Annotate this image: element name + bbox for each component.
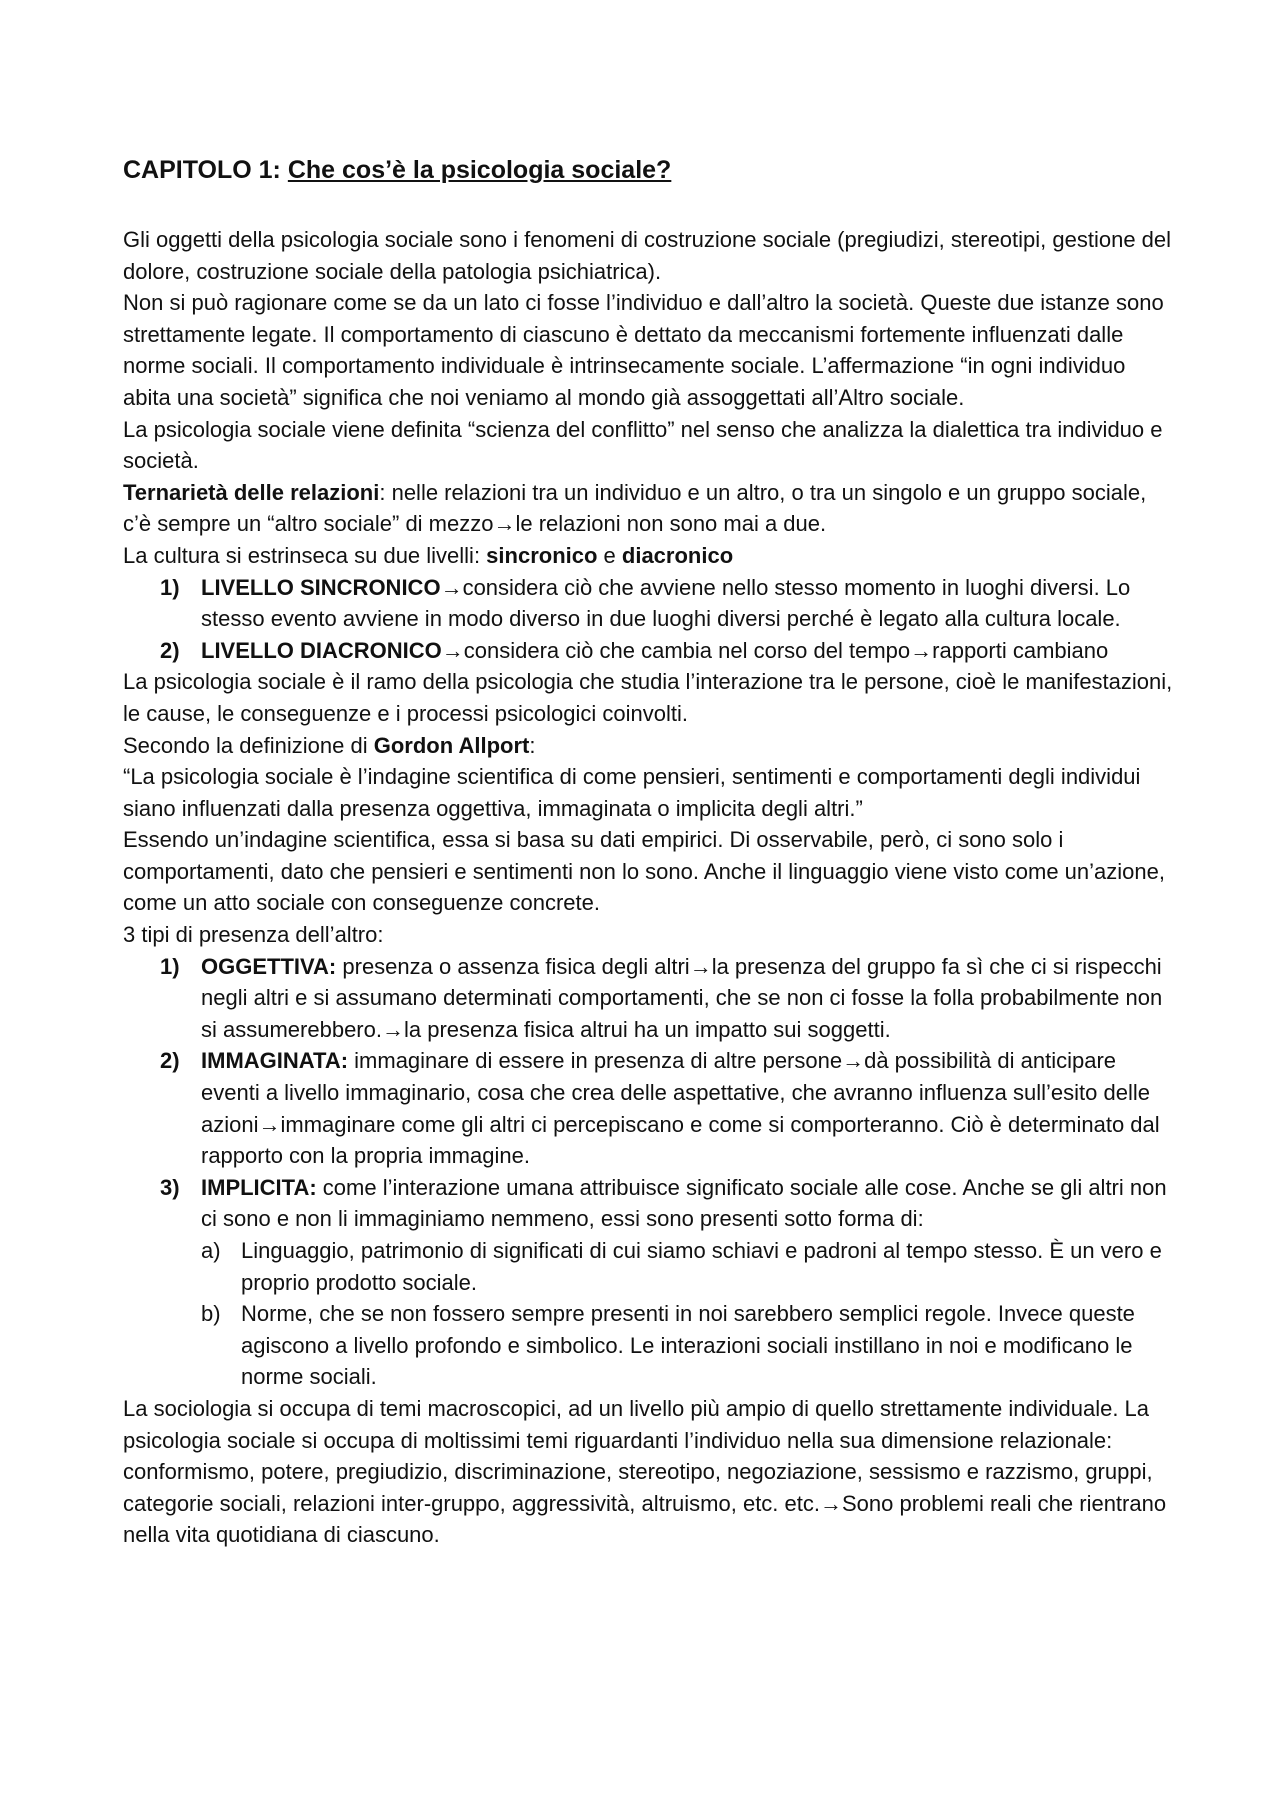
paragraph-sociology-topics: La sociologia si occupa di temi macroscopici, ad un livello più ampio di quello strettamente individuale. La psicologia sociale si occupa di moltissimi temi riguardanti l’individuo nella sua dimensione relazionale: conformismo, potere, pregiudizio, discriminazione, stereotipo, negoziazione, sessismo e razzismo, gruppi, categorie sociali, relazioni inter-gruppo, aggressività, altruismo, etc. etc.→Sono problemi reali che rientrano nella vita quotidiana di ciascuno. (123, 1395, 1167, 1548)
list-item: 3) IMPLICITA: come l’interazione umana attribuisce significato sociale alle cose. Anche se gli altri non ci sono e non li immaginiamo nemmeno, essi sono presenti sotto forma di: a) Linguaggio, patrimonio di significati di cui siamo schiavi e padroni al tempo stesso. È un vero e proprio prodotto sociale. b) Norme, che se non fossero sempre presenti in noi sarebbero semplici regole. Invece queste agiscono a livello profondo e simbolico. Le interazioni sociali instillano in noi e modificano le norme sociali. (123, 1172, 1173, 1393)
term-allport: Gordon Allport (373, 732, 530, 758)
paragraph-definition: La psicologia sociale è il ramo della psicologia che studia l’interazione tra le persone, cioè le manifestazioni, le cause, le conseguenze e i processi psicologici coinvolti. (123, 669, 1173, 726)
implicit-sublist (201, 1235, 1173, 1393)
list-marker: a) (201, 1238, 221, 1263)
term-implicit: IMPLICITA: (201, 1174, 317, 1200)
term-synchronic: sincronico (486, 542, 598, 568)
list-item: a) Linguaggio, patrimonio di significati di cui siamo schiavi e padroni al tempo stesso. È un vero e proprio prodotto sociale. (201, 1235, 1173, 1298)
paragraph-conflict-science: La psicologia sociale viene definita “scienza del conflitto” nel senso che analizza la dialettica tra individuo e società. (123, 416, 1163, 474)
arrow-icon: → (258, 1111, 281, 1137)
levels-list (123, 572, 1173, 667)
term-level-diachronic: LIVELLO DIACRONICO (201, 637, 442, 663)
list-item: 2) IMMAGINATA: immaginare di essere in presenza di altre persone→dà possibilità di anticipare eventi a livello immaginario, cosa che crea delle aspettative, che avranno influenza sull’esito delle azioni→immaginare come gli altri ci percepiscano e come si comporteranno. Ciò è determinato dal rapporto con la propria immagine. (123, 1045, 1173, 1171)
paragraph-ternary-relations: Ternarietà delle relazioni: nelle relazioni tra un individuo e un altro, o tra un singolo e un gruppo sociale, c’è sempre un “altro sociale” di mezzo→le relazioni non sono mai a due. (123, 479, 1147, 537)
arrow-icon: → (381, 1016, 404, 1042)
presence-list (123, 951, 1173, 1393)
chapter-prefix: CAPITOLO 1: (123, 156, 288, 184)
paragraph-culture-levels: La cultura si estrinseca su due livelli: sincronico e diacronico (123, 542, 734, 568)
term-level-synchronic: LIVELLO SINCRONICO (201, 574, 441, 600)
arrow-icon: → (820, 1490, 842, 1516)
chapter-title (123, 152, 1173, 188)
paragraph-objects: Gli oggetti della psicologia sociale sono i fenomeni di costruzione sociale (pregiudizi, stereotipi, gestione del dolore, costruzione sociale della patologia psichiatrica). (123, 227, 1172, 284)
list-marker: 2) (160, 1048, 180, 1074)
paragraph-empirical: Essendo un’indagine scientifica, essa si basa su dati empirici. Di osservabile, però, ci sono solo i comportamenti, dato che pensieri e sentimenti non lo sono. Anche il linguaggio viene visto come un’azione, come un atto sociale con conseguenze concrete. (123, 827, 1165, 916)
paragraph-allport-intro: Secondo la definizione di Gordon Allport: (123, 732, 536, 758)
document-page (123, 152, 1173, 1551)
term-imagined: IMMAGINATA: (201, 1048, 349, 1074)
chapter-heading: Che cos’è la psicologia sociale? (287, 156, 672, 184)
paragraph-individual-society: Non si può ragionare come se da un lato ci fosse l’individuo e dall’altro la società. Queste due istanze sono strettamente legate. Il comportamento di ciascuno è dettato da meccanismi fortemente influenzati dalle norme sociali. Il comportamento individuale è intrinsecamente sociale. L’affermazione “in ogni individuo abita una società” significa che noi veniamo al mondo già assoggettati all’Altro sociale. (123, 290, 1164, 410)
arrow-icon: → (910, 637, 933, 663)
list-marker: 1) (160, 953, 180, 979)
list-marker: 1) (160, 574, 180, 600)
list-item: 2) LIVELLO DIACRONICO→considera ciò che cambia nel corso del tempo→rapporti cambiano (123, 635, 1173, 667)
arrow-icon: → (842, 1048, 865, 1074)
paragraph-presence-types: 3 tipi di presenza dell’altro: (123, 922, 384, 948)
list-item: 1) LIVELLO SINCRONICO→considera ciò che avviene nello stesso momento in luoghi diversi. Lo stesso evento avviene in modo diverso in due luoghi diversi perché è legato alla cultura locale. (123, 572, 1173, 635)
list-marker: 2) (160, 637, 180, 663)
list-item: b) Norme, che se non fossero sempre presenti in noi sarebbero semplici regole. Invece queste agiscono a livello profondo e simbolico. Le interazioni sociali instillano in noi e modificano le norme sociali. (201, 1298, 1173, 1393)
term-diachronic: diacronico (621, 542, 734, 568)
arrow-icon: → (689, 953, 712, 979)
paragraph-allport-quote: “La psicologia sociale è l’indagine scientifica di come pensieri, sentimenti e comportamenti degli individui siano influenzati dalla presenza oggettiva, immaginata o implicita degli altri.” (123, 764, 1141, 821)
list-item: 1) OGGETTIVA: presenza o assenza fisica degli altri→la presenza del gruppo fa sì che ci si rispecchi negli altri e si assumano determinati comportamenti, che se non ci fosse la folla probabilmente non si assumerebbero.→la presenza fisica altrui ha un impatto sui soggetti. (123, 951, 1173, 1046)
arrow-icon: → (440, 574, 463, 600)
arrow-icon: → (493, 511, 516, 537)
term-ternary: Ternarietà delle relazioni (123, 479, 380, 505)
term-objective: OGGETTIVA: (201, 953, 337, 979)
arrow-icon: → (441, 637, 464, 663)
list-marker: b) (201, 1301, 221, 1327)
list-marker: 3) (160, 1174, 180, 1200)
